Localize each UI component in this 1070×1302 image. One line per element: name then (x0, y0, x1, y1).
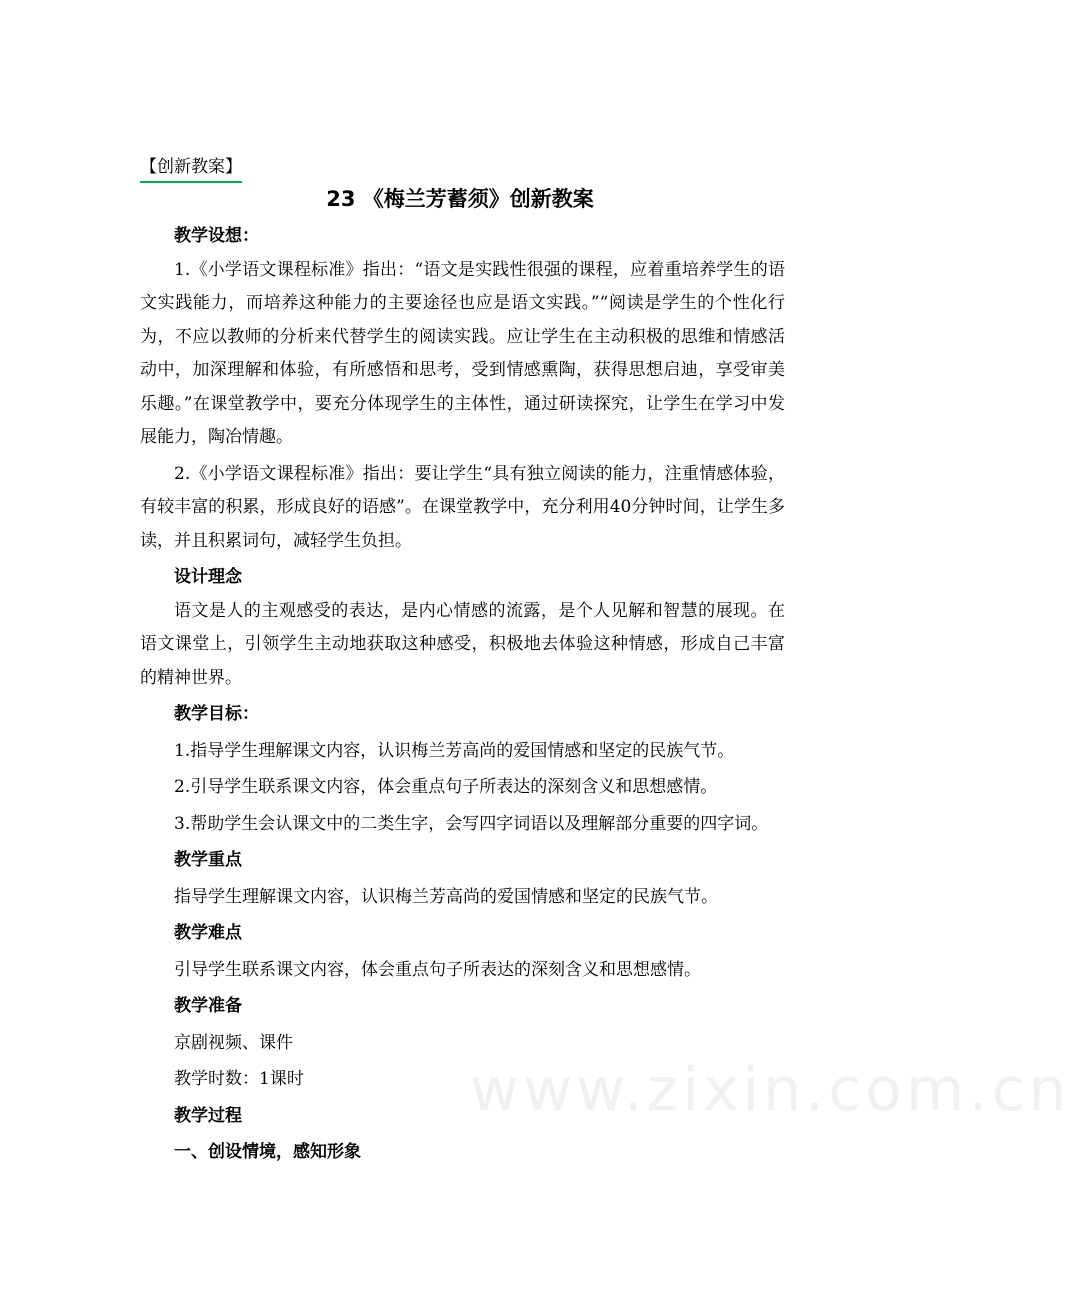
document-title: 23 《梅兰芳蓄须》创新教案 (326, 187, 594, 211)
section-heading-goals: 教学目标： (174, 704, 259, 724)
paragraph-design-2: 2.《小学语文课程标准》指出：要让学生“具有独立阅读的能力，注重情感体验，有较丰富的积累，形成良好的语感”。在课堂教学中，充分利用40分钟时间，让学生多读，并且积累词句，减轻学生负担。 (140, 463, 785, 551)
paragraph-idea: 语文是人的主观感受的表达，是内心情感的流露，是个人见解和智慧的展现。在语文课堂上，引领学生主动地获取这种感受，积极地去体验这种情感，形成自己丰富的精神世界。 (140, 600, 785, 688)
section-heading-process: 教学过程 (174, 1105, 242, 1126)
document-body (140, 220, 785, 1170)
paragraph-difficulty: 引导学生联系课文内容，体会重点句子所表达的深刻含义和思想感情。 (174, 959, 701, 980)
paragraph-class-hours: 教学时数：1课时 (174, 1069, 304, 1089)
section-heading-difficulty: 教学难点 (174, 923, 242, 943)
paragraph-design-1: 1.《小学语文课程标准》指出：“语文是实践性很强的课程，应着重培养学生的语文实践能力，而培养这种能力的主要途径也应是语文实践。”“阅读是学生的个性化行为，不应以教师的分析来代替学生的阅读实践。应让学生在主动积极的思维和情感活动中，加深理解和体验，有所感悟和思考，受到情感熏陶，获得思想启迪，享受审美乐趣。”在课堂教学中，要充分体现学生的主体性，通过研读探究，让学生在学习中发展能力，陶冶情趣。 (140, 259, 785, 447)
goal-item-1: 1.指导学生理解课文内容，认识梅兰芳高尚的爱国情感和坚定的民族气节。 (174, 740, 735, 761)
section-heading-design: 教学设想： (174, 226, 259, 246)
lesson-tag: 【创新教案】 (140, 154, 242, 183)
paragraph-preparation: 京剧视频、课件 (174, 1032, 293, 1053)
section-heading-key: 教学重点 (174, 850, 242, 870)
section-heading-preparation: 教学准备 (174, 996, 242, 1016)
watermark: www.zixin.com.cn (470, 1055, 1070, 1125)
step-heading-1: 一、创设情境，感知形象 (174, 1142, 361, 1162)
goal-item-3: 3.帮助学生会认课文中的二类生字，会写四字词语以及理解部分重要的四字词。 (174, 813, 769, 834)
goal-item-2: 2.引导学生联系课文内容，体会重点句子所表达的深刻含义和思想感情。 (174, 777, 718, 797)
paragraph-key: 指导学生理解课文内容，认识梅兰芳高尚的爱国情感和坚定的民族气节。 (174, 886, 718, 907)
section-heading-idea: 设计理念 (174, 567, 242, 587)
